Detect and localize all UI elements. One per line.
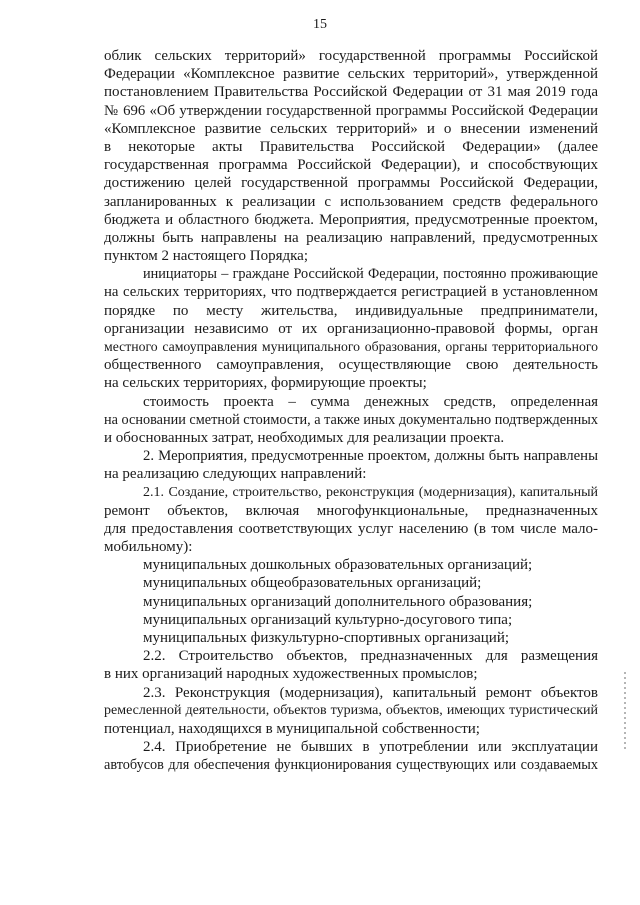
text-line: № 696 «Об утверждении государственной программы Российской Федерации [104, 102, 598, 119]
text-line: на сельских территориях, что подтверждается регистрацией в установленном [104, 284, 598, 301]
text-line: муниципальных организаций дополнительного образования; [143, 593, 533, 610]
text-line: 2.1. Создание, строительство, реконструкция (модернизация), капитальный [143, 484, 598, 500]
text-line: 2. Мероприятия, предусмотренные проектом, должны быть направлены [143, 448, 598, 465]
text-line: бюджета и областного бюджета. Мероприятия, предусмотренные проектом, [104, 211, 598, 228]
page-number: 15 [313, 17, 327, 32]
text-line: пунктом 2 настоящего Порядка; [104, 248, 309, 265]
text-line: порядке по месту жительства, индивидуальные предприниматели, [104, 302, 598, 319]
text-line: муниципальных организаций культурно-досугового типа; [143, 611, 513, 628]
text-line: в некоторые акты Правительства Российской Федерации» (далее [104, 138, 598, 155]
text-line: в них организаций народных художественных промыслов; [104, 666, 478, 683]
text-line: муниципальных физкультурно-спортивных организаций; [143, 630, 510, 646]
text-line: местного самоуправления муниципального образования, органы территориального [104, 339, 598, 354]
text-line: общественного самоуправления, осуществляющие свою деятельность [104, 357, 598, 374]
text-line: мобильному): [104, 539, 193, 556]
text-line: инициаторы – граждане Российской Федерации, постоянно проживающие [143, 266, 598, 283]
text-line: на реализацию следующих направлений: [104, 466, 367, 483]
text-line: ремонт объектов, включая многофункциональные, предназначенных [104, 502, 598, 519]
text-line: стоимость проекта – сумма денежных средств, определенная [143, 393, 598, 410]
text-line: и обоснованных затрат, необходимых для реализации проекта. [104, 429, 505, 446]
text-line: на основании сметной стоимости, а также иных документально подтвержденных [104, 411, 598, 428]
text-line: для предоставления соответствующих услуг населению (в том числе мало- [104, 520, 598, 537]
text-line: организации независимо от их организационно-правовой формы, орган [104, 320, 598, 337]
text-line: ремесленной деятельности, объектов туризма, объектов, имеющих туристический [104, 702, 598, 718]
text-line: муниципальных общеобразовательных организаций; [143, 575, 482, 592]
text-line: Федерации «Комплексное развитие сельских территорий», утвержденной [104, 66, 598, 83]
text-line: 2.2. Строительство объектов, предназначенных для размещения [143, 648, 598, 665]
text-line: достижению целей государственной программы Российской Федерации, [104, 175, 598, 192]
document-body [104, 47, 598, 775]
text-line: должны быть направлены на реализацию направлений, предусмотренных [104, 229, 598, 246]
text-line: запланированных к реализации с использованием средств федерального [104, 193, 598, 210]
scan-edge-mark [624, 672, 626, 752]
text-line: на сельских территориях, формирующие проекты; [104, 375, 427, 392]
text-line: государственная программа Российской Федерации), и способствующих [104, 157, 598, 174]
text-line: муниципальных дошкольных образовательных организаций; [143, 557, 533, 574]
text-line: 2.3. Реконструкция (модернизация), капитальный ремонт объектов [143, 684, 598, 701]
text-line: постановлением Правительства Российской Федерации от 31 мая 2019 года [104, 84, 598, 101]
text-line: 2.4. Приобретение не бывших в употреблении или эксплуатации [143, 739, 598, 756]
text-line: облик сельских территорий» государственной программы Российской [104, 48, 598, 64]
text-line: потенциал, находящихся в муниципальной собственности; [104, 720, 480, 737]
text-line: «Комплексное развитие сельских территорий» и о внесении изменений [104, 120, 598, 137]
text-line: автобусов для обеспечения функционирования существующих или создаваемых [104, 757, 598, 774]
